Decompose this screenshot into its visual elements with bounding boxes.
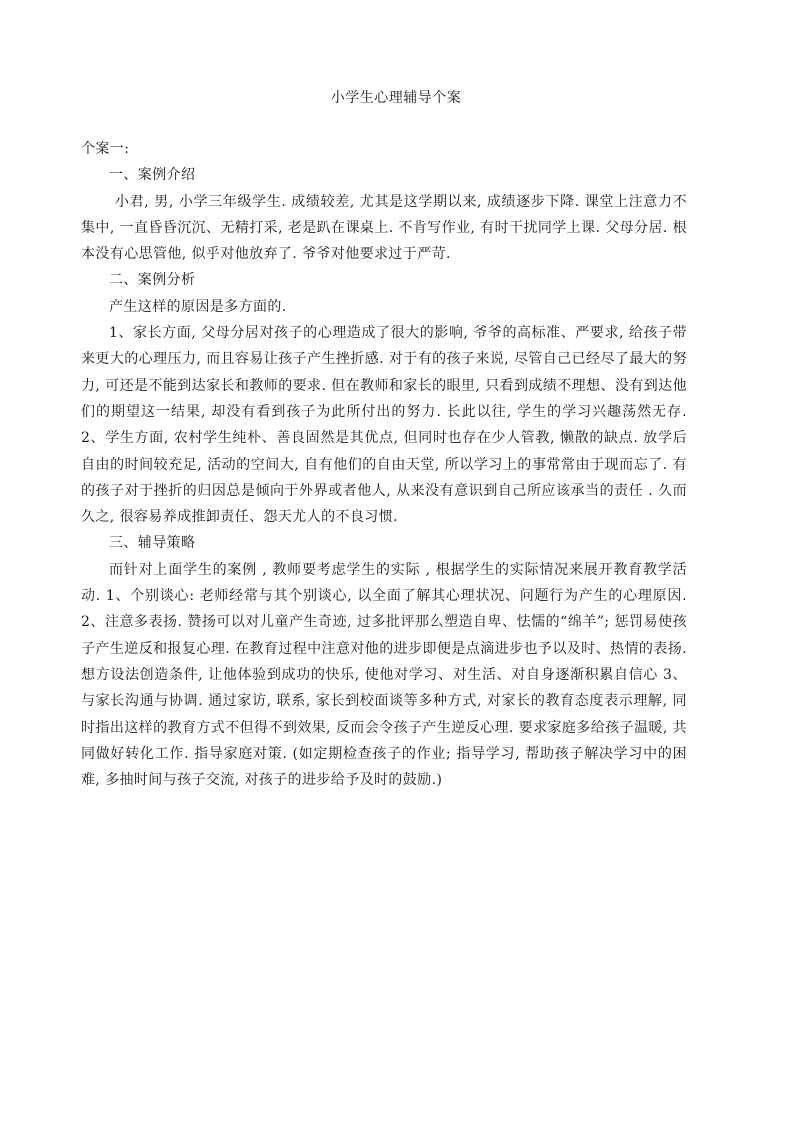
analysis-paragraph-summary: 产生这样的原因是多方面的. bbox=[109, 298, 287, 315]
introduction-paragraph: 小君, 男, 小学三年级学生. 成绩较差, 尤其是这学期以来, 成绩逐步下降. 课堂上注意力不集中, 一直昏昏沉沉、无精打采, 老是趴在课桌上. 不肯写作业, 有时干扰同学上课. 父母分居. 根本没有心思管他, 似乎对他放弃了. 爷爷对他要求过于严苛. bbox=[81, 193, 687, 263]
section-heading-analysis: 二、案例分析 bbox=[109, 272, 196, 289]
strategy-paragraph: 而针对上面学生的案例 , 教师要考虑学生的实际 , 根据学生的实际情况来展开教育教学活动. 1、个别谈心: 老师经常与其个别谈心, 以全面了解其心理状况、问题行为产生的心理原因. 2、注意多表扬. 赞扬可以对儿童产生奇迹, 过多批评那么塑造自卑、怯懦的“绵羊”; 惩罚易使孩子产生逆反和报复心理. 在教育过程中注意对他的进步即便是点滴进步也予以及时、热情的表扬. 想方设法创造条件, 让他体验到成功的快乐, 使他对学习、对生活、对自身逐渐积累自信心 3、与家长沟通与协调. 通过家访, 联系, 家长到校面谈等多种方式, 对家长的教育态度表示理解, 同时指出这样的教育方式不但得不到效果, 反而会令孩子产生逆反心理. 要求家庭多给孩子温暖, 共同做好转化工作. 指导家庭对策. (如定期检查孩子的作业; 指导学习, 帮助孩子解决学习中的困难, 多抽时间与孩子交流, 对孩子的进步给予及时的鼓励.) bbox=[81, 561, 687, 789]
section-heading-introduction: 一、案例介绍 bbox=[109, 167, 196, 184]
section-heading-strategy: 三、辅导策略 bbox=[109, 535, 196, 552]
document-body bbox=[81, 136, 687, 793]
document-title: 小学生心理辅导个案 bbox=[330, 90, 462, 106]
analysis-paragraph-details: 1、家长方面, 父母分居对孩子的心理造成了很大的影响, 爷爷的高标准、严要求, 给孩子带来更大的心理压力, 而且容易让孩子产生挫折感. 对于有的孩子来说, 尽管自己已经尽了最大的努力, 可还是不能到达家长和教师的要求. 但在教师和家长的眼里, 只看到成绩不理想、没有到达他们的期望这一结果, 却没有看到孩子为此所付出的努力. 长此以往, 学生的学习兴趣荡然无存. 2、学生方面, 农村学生纯朴、善良固然是其优点, 但同时也存在少人管教, 懒散的缺点. 放学后自由的时间较充足, 活动的空间大, 自有他们的自由天堂, 所以学习上的事常常由于现而忘了. 有的孩子对于挫折的归因总是倾向于外界或者他人, 从来没有意识到自己所应该承当的责任 . 久而久之, 很容易养成推卸责任、怨天尤人的不良习惯. bbox=[81, 325, 687, 526]
case-label: 个案一: bbox=[81, 141, 130, 157]
